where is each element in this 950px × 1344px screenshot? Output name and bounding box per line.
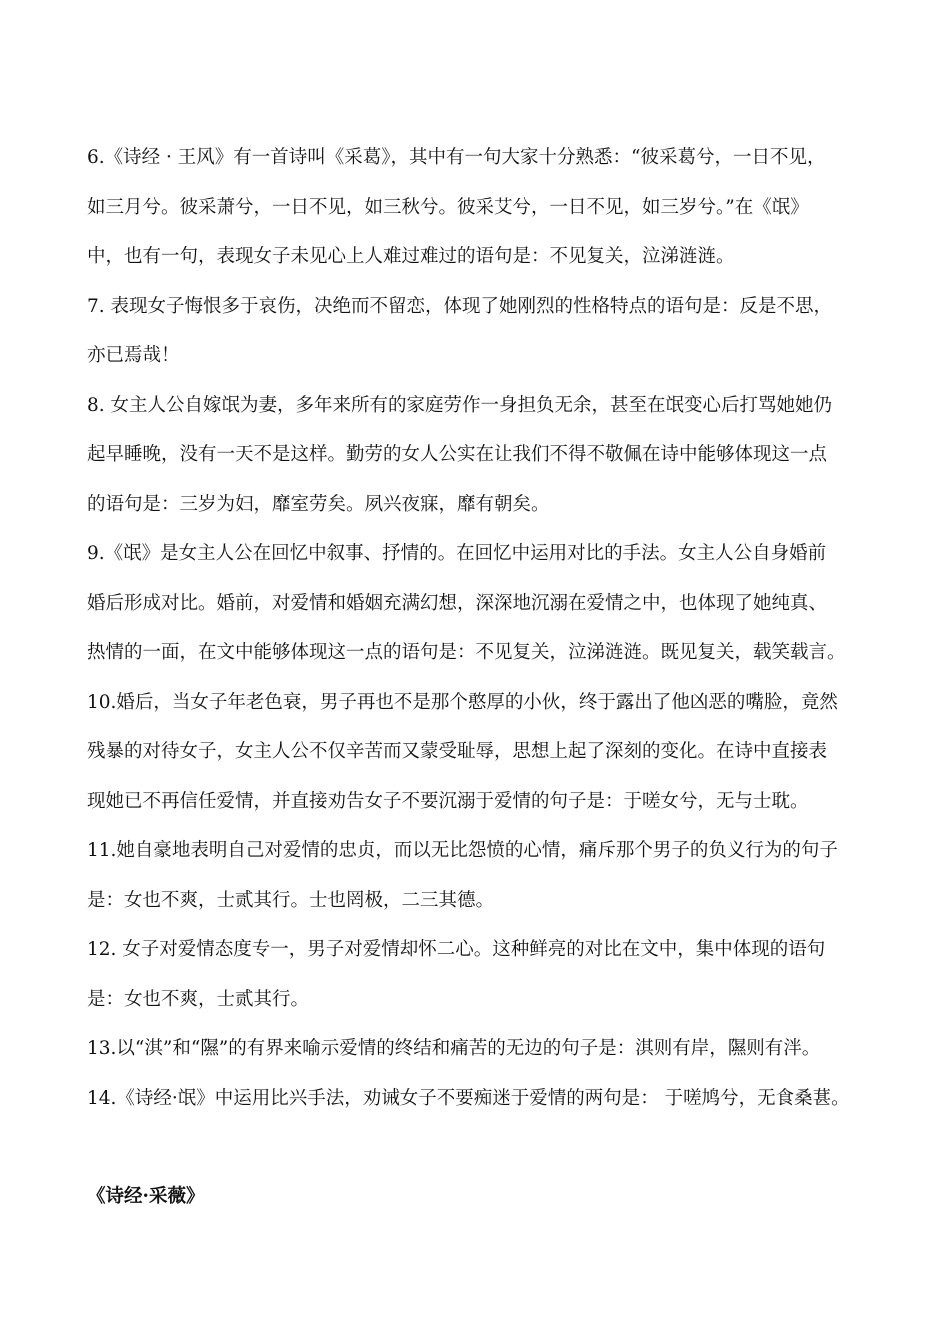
text-line: 的语句是：三岁为妇，靡室劳矣。夙兴夜寐，靡有朝矣。 (87, 493, 550, 515)
text-line: 现她已不再信任爱情，并直接劝告女子不要沉溺于爱情的句子是：于嗟女兮，无与士耽。 (87, 790, 809, 812)
text-line: 9.《氓》是女主人公在回忆中叙事、抒情的。在回忆中运用对比的手法。女主人公自身婚前 (87, 543, 827, 564)
question-11 (87, 826, 877, 925)
question-14 (87, 1074, 877, 1124)
question-7 (87, 282, 877, 381)
question-list (87, 133, 877, 1123)
question-8 (87, 381, 877, 530)
text-line: 残暴的对待女子，女主人公不仅辛苦而又蒙受耻辱，思想上起了深刻的变化。在诗中直接表 (87, 741, 828, 762)
text-line: 亦已焉哉！ (87, 345, 180, 366)
text-line: 14.《诗经·氓》中运用比兴手法，劝诫女子不要痴迷于爱情的两句是： 于嗟鸠兮，无食桑葚。 (87, 1087, 850, 1109)
text-line: 起早睡晚，没有一天不是这样。勤劳的女人公实在让我们不得不敬佩在诗中能够体现这一点 (87, 444, 828, 465)
text-line: 热情的一面，在文中能够体现这一点的语句是：不见复关，泣涕涟涟。既见复关，载笑载言。 (87, 642, 846, 663)
text-line: 12. 女子对爱情态度专一，男子对爱情却怀二心。这种鲜亮的对比在文中，集中体现的语句 (87, 939, 826, 960)
question-6 (87, 133, 877, 282)
text-line: 婚后形成对比。婚前，对爱情和婚姻充满幻想，深深地沉溺在爱情之中，也体现了她纯真、 (87, 592, 828, 614)
question-12 (87, 925, 877, 1024)
question-10 (87, 678, 877, 827)
text-line: 8. 女主人公自嫁氓为妻，多年来所有的家庭劳作一身担负无余，甚至在氓变心后打骂她她仍 (87, 394, 833, 416)
text-line: 是：女也不爽，士贰其行。 (87, 988, 310, 1010)
text-line: 中，也有一句，表现女子未见心上人难过难过的语句是：不见复关，泣涕涟涟。 (87, 246, 735, 267)
section-heading: 《诗经·采薇》 (87, 1186, 205, 1207)
question-9 (87, 529, 877, 678)
text-line: 6.《诗经 · 王风》有一首诗叫《采葛》，其中有一句大家十分熟悉：“彼采葛兮，一日不见， (87, 147, 826, 168)
text-line: 如三月兮。彼采萧兮，一日不见，如三秋兮。彼采艾兮，一日不见，如三岁兮。”在《氓》 (87, 196, 809, 218)
text-line: 7. 表现女子悔恨多于哀伤，决绝而不留恋，体现了她刚烈的性格特点的语句是：反是不思， (87, 295, 833, 317)
text-line: 13.以“淇”和“隰”的有界来喻示爱情的终结和痛苦的无边的句子是：淇则有岸，隰则有泮。 (87, 1038, 821, 1059)
text-line: 11.她自豪地表明自己对爱情的忠贞，而以无比怨愤的心情，痛斥那个男子的负义行为的句子 (87, 840, 838, 861)
question-13 (87, 1024, 877, 1074)
text-line: 10.婚后，当女子年老色衰，男子再也不是那个憨厚的小伙，终于露出了他凶恶的嘴脸，竟然 (87, 691, 838, 713)
text-line: 是：女也不爽，士贰其行。士也罔极，二三其德。 (87, 889, 495, 911)
